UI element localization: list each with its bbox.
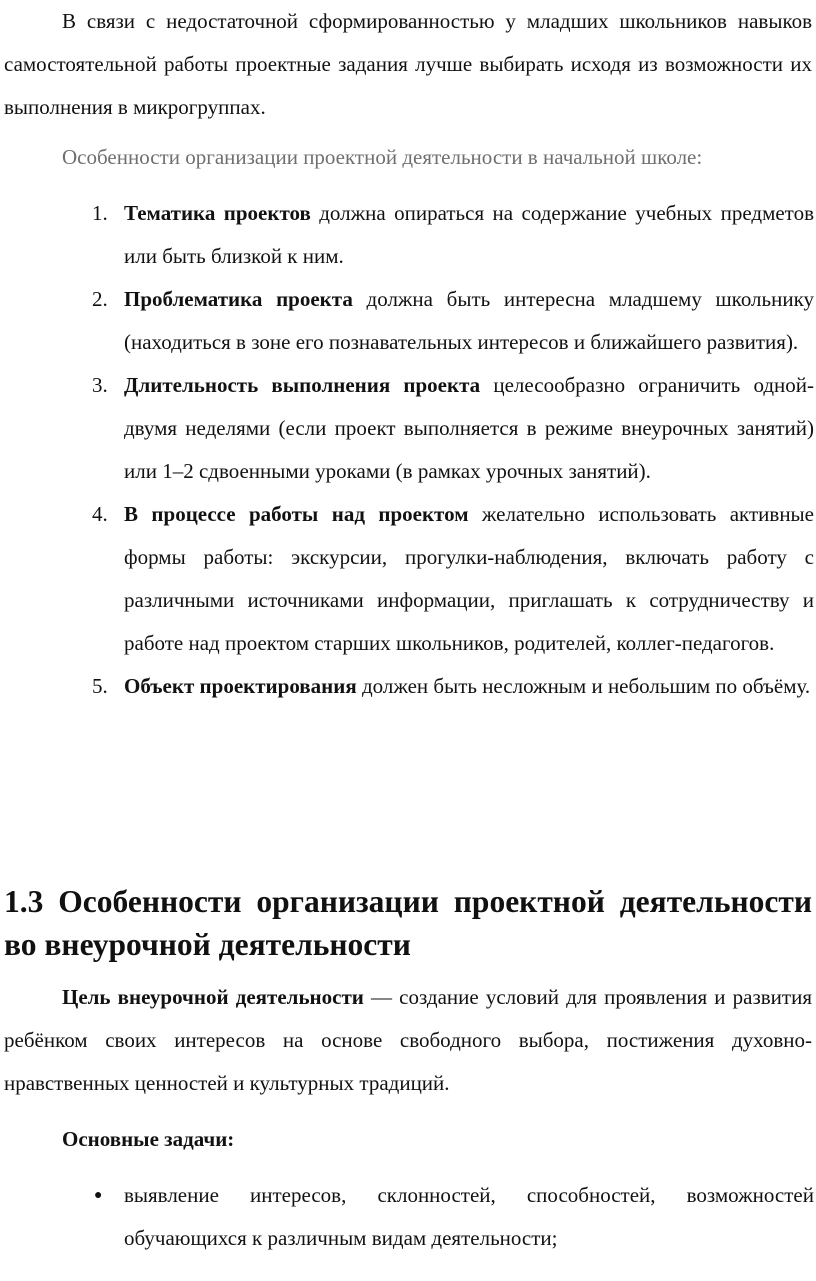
goal-paragraph <box>4 976 812 1105</box>
list-item-bold: Проблематика проекта <box>124 287 353 311</box>
list-item-bold: Длительность выполнения проекта <box>124 373 481 397</box>
goal-bold: Цель внеурочной деятельности <box>62 985 364 1009</box>
list-number: 1. <box>92 201 108 225</box>
list-item-text: целесообразно ограничить одной-двумя неделями (если проект выполняется в режиме внеурочных занятий) или 1–2 сдвоенными уроками (в рамках урочных занятий). <box>124 373 814 483</box>
list-number: 5. <box>92 674 108 698</box>
list-item <box>0 493 816 665</box>
section-heading: 1.3 Особенности организации проектной деятельности во внеурочной деятельности <box>4 884 812 962</box>
list-number: 4. <box>92 502 108 526</box>
list-item-text: должна опираться на содержание учебных предметов или быть близкой к ним. <box>124 201 814 268</box>
list-item <box>0 278 816 364</box>
list-item <box>0 192 816 278</box>
tasks-heading-text: Основные задачи: <box>62 1127 235 1151</box>
intro-paragraph: В связи с недостаточной сформированностью у младших школьников навыков самостоятельной работы проектные задания лучше выбирать исходя из возможности их выполнения в микрогруппах. <box>4 9 812 119</box>
list-item-text: должна быть интересна младшему школьнику (находиться в зоне его познавательных интересов и ближайшего развития). <box>124 287 814 354</box>
list-number: 2. <box>92 287 108 311</box>
list-item-bold: В процессе работы над проектом <box>124 502 469 526</box>
list-item-text: должен быть несложным и небольшим по объёму. <box>356 674 811 698</box>
goal-text: — создание условий для проявления и развития ребёнком своих интересов на основе свободного выбора, постижения духовно-нравственных ценностей и культурных традиций. <box>4 985 813 1095</box>
tasks-heading <box>4 1118 812 1161</box>
list-item-text: желательно использовать активные формы работы: экскурсии, прогулки-наблюдения, включать работу с различными источниками информации, приглашать к сотрудничеству и работе над проектом старших школьников, родителей, коллег-педагогов. <box>124 502 814 655</box>
tasks-list <box>0 1174 816 1260</box>
features-list <box>0 192 816 708</box>
features-heading: Особенности организации проектной деятельности в начальной школе: <box>62 145 703 169</box>
list-number: 3. <box>92 373 108 397</box>
list-item-bold: Объект проектирования <box>124 674 357 698</box>
bullet-icon: ● <box>94 1188 103 1203</box>
list-item-text: выявление интересов, склонностей, способностей, возможностей обучающихся к различным видам деятельности; <box>124 1183 814 1250</box>
list-item <box>0 665 816 708</box>
list-item <box>0 364 816 493</box>
list-item-bold: Тематика проектов <box>124 201 311 225</box>
list-item <box>0 1174 816 1260</box>
